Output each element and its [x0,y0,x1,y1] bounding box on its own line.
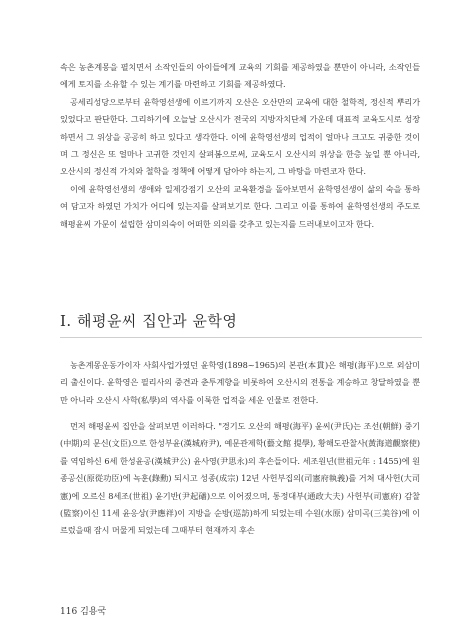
section-divider [60,337,422,338]
body-paragraph-2-block [60,418,420,540]
intro-paragraph-1: 속은 농촌계몽을 펼치면서 소작인들의 아이들에게 교육의 기회를 제공하였을 뿐만이 아니라, 소작인들에게 토지를 소유할 수 있는 계기를 마련하고 기회를 제공하였다. [60,62,420,90]
intro-paragraph-2: 공세리성당으로부터 윤학영선생에 이르기까지 오산은 오산만의 교육에 대한 철학적, 정신적 뿌리가 있었다고 판단한다. 그리하기에 오늘날 오산시가 전국의 지방자치단체 가운데 대표적 교육도시로 성장하면서 그 위상을 공공히 하고 있다고 생각한다. 이에 윤학영선생의 업적이 얼마나 크고도 귀중한 것이며 그 정신은 또 얼마나 고귀한 것인지 살펴봄으로써, 교육도시 오산시의 위상을 한층 높일 뿐 아니라, 오산시의 정신적 가치와 철학을 정책에 어떻게 담아야 하는지, 그 바탕을 마련코자 한다. [60,96,420,177]
page-number: 116 [60,607,78,617]
intro-text-block [60,59,420,233]
section-heading: Ⅰ. 해평윤씨 집안과 윤학영 [60,312,238,330]
body-paragraph-1-block [60,357,420,409]
intro-paragraph-3: 이에 윤학영선생의 생애와 일제강점기 오산의 교육환경을 돌아보면서 윤학영선생이 삶의 숙을 통하여 담고자 하였던 가치가 어디에 있는지를 살펴보기로 한다. 그리고 이를 통하여 윤학영선생의 주도로 해평윤씨 가문이 설립한 삼미의숙이 어떠한 의의를 갖추고 있는지를 드러내보이고자 한다. [60,183,420,229]
footer-author: 김용국 [80,607,107,617]
page-footer [60,604,106,617]
body-paragraph-2: 먼저 해평윤씨 집안을 살펴보면 이러하다. "경기도 오산의 해평(海平) 윤씨(尹氏)는 조선(朝鮮) 중기(中期)의 문신(文臣)으로 한성부윤(漢城府尹), 예문관제학(藝文館 提學), 황해도관찰사(黃海道觀察使)를 역임하신 6세 한성윤공(漢城尹公) 윤사영(尹思永)의 후손들이다. 세조원년(世祖元年 : 1455)에 원종공신(原從功臣)에 녹훈(錄勳) 되시고 성종(成宗) 12년 사헌부집의(司憲府執義)를 거쳐 대사헌(大司憲)에 오르신 8세조(世祖) 윤기반(尹起磻)으로 이어졌으며, 통정대부(通政大夫) 사헌부(司憲府) 감찰(監察)이신 11세 윤응상(尹應祥)이 지방을 순방(巡訪)하게 되었는데 수원(水原) 삼미곡(三美谷)에 이르렀을때 잠시 머물게 되었는데 그때부터 현재까지 후손 [60,421,420,536]
body-paragraph-1: 농촌계몽운동가이자 사회사업가였던 윤학영(1898~1965)의 본관(本貫)은 해평(海平)으로 외삼미리 출신이다. 윤학영은 필리사의 중견과 춘투계향을 비롯하여 오산시의 전통을 계승하고 창달하였을 뿐만 아니라 오산시 사학(私學)의 역사를 이룩한 업적을 세운 인물로 전한다. [60,360,420,405]
